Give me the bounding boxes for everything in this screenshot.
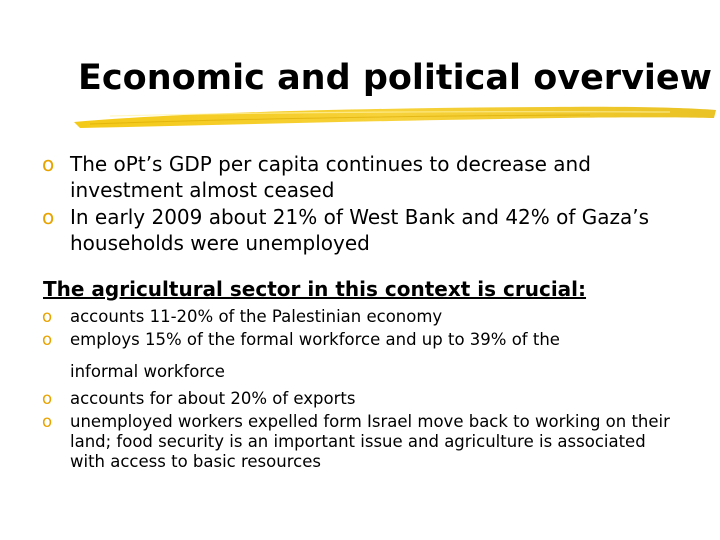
- bullet-text: unemployed workers expelled form Israel move back to working on their land; food security is an important issue and agriculture is associated with access to basic resources: [70, 412, 670, 471]
- list-item: [42, 151, 702, 203]
- list-item: [42, 330, 702, 350]
- bullet-text: In early 2009 about 21% of West Bank and 42% of Gaza’s households were unemployed: [70, 205, 650, 255]
- bullet-marker: o: [42, 330, 53, 349]
- list-item: [42, 204, 702, 256]
- bullet-text: informal workforce: [70, 362, 225, 381]
- bullet-marker: o: [42, 389, 53, 408]
- section-subheading: The agricultural sector in this context is crucial:: [43, 277, 587, 301]
- list-item: [42, 307, 702, 327]
- bullet-marker: o: [42, 307, 53, 326]
- bullet-marker: o: [42, 152, 55, 176]
- slide-title: Economic and political overview: [78, 58, 712, 98]
- title-underline-brush: [70, 104, 720, 132]
- bullet-marker: o: [42, 412, 53, 431]
- bullet-text: accounts for about 20% of exports: [70, 389, 356, 408]
- list-item: [42, 412, 702, 472]
- list-item-continuation: [42, 362, 702, 382]
- list-item: [42, 389, 702, 409]
- bullet-marker: o: [42, 205, 55, 229]
- bullet-text: The oPt’s GDP per capita continues to decrease and investment almost ceased: [70, 152, 591, 202]
- bullet-text: accounts 11-20% of the Palestinian economy: [70, 307, 443, 326]
- bullet-text: employs 15% of the formal workforce and up to 39% of the: [70, 330, 560, 349]
